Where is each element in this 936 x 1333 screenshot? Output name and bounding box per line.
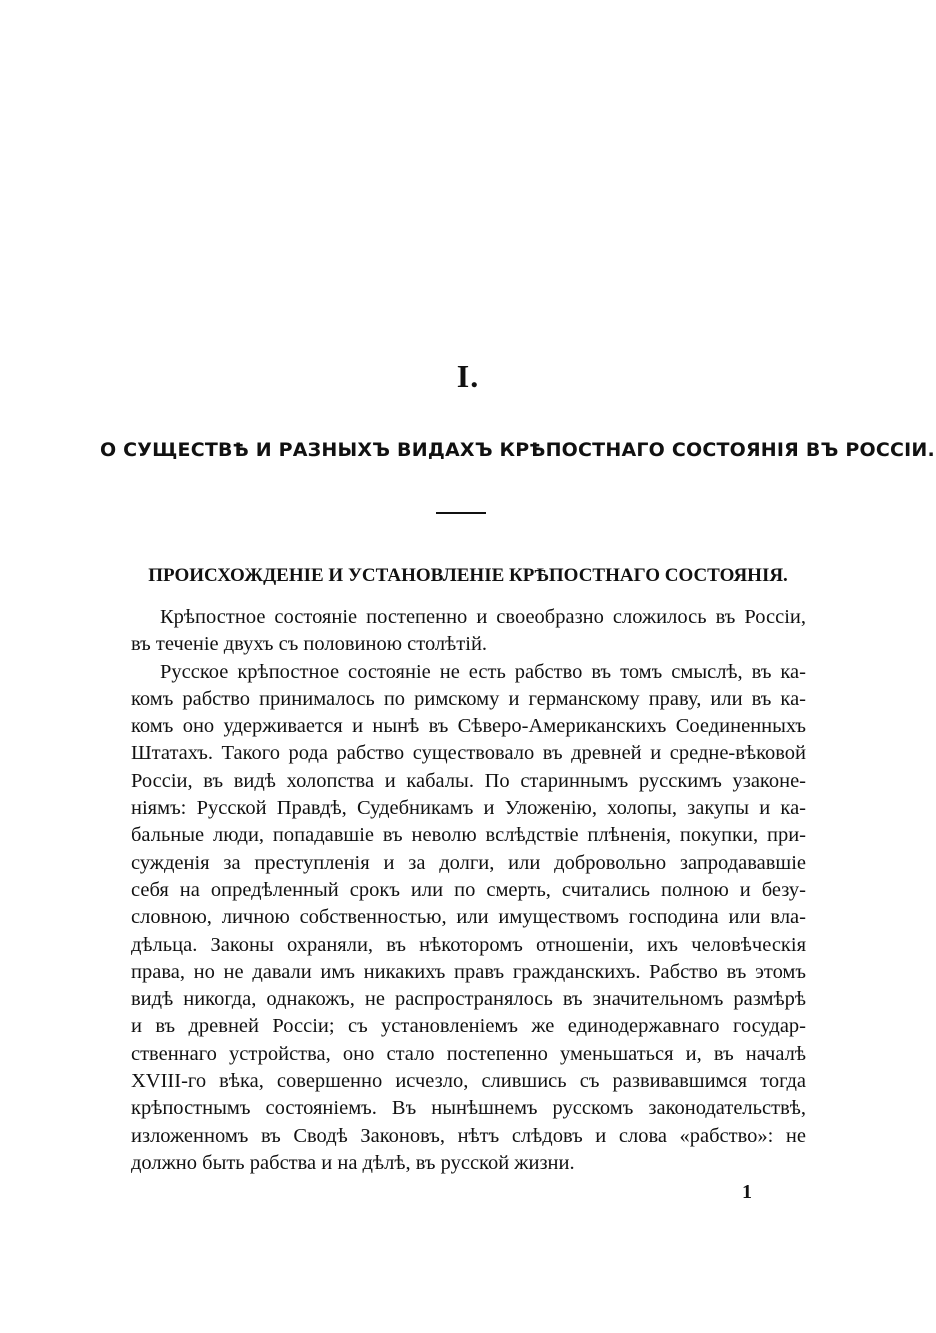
divider-rule	[436, 512, 486, 514]
text-line: бальные люди, попадавшіе въ неволю вслѣдствіе плѣненія, покупки, при-	[131, 824, 806, 847]
text-line: комъ рабство принималось по римскому и германскому праву, или въ ка-	[131, 687, 806, 710]
chapter-title: О СУЩЕСТВѢ И РАЗНЫХЪ ВИДАХЪ КРѢПОСТНАГО СОСТОЯНІЯ ВЪ РОССІИ.	[100, 439, 935, 461]
text-line: Русское крѣпостное состояніе не есть рабство въ томъ смыслѣ, въ ка-	[160, 660, 806, 683]
text-line: должно быть рабства и на дѣлѣ, въ русской жизни.	[131, 1151, 575, 1174]
text-line: изложенномъ въ Сводѣ Законовъ, нѣтъ слѣдовъ и слова «рабство»: не	[131, 1124, 806, 1147]
page-number: 1	[742, 1181, 752, 1203]
text-line: комъ оно удерживается и нынѣ въ Сѣверо-Американскихъ Соединенныхъ	[131, 715, 806, 738]
text-line: XVIII-го вѣка, совершенно исчезло, слившись съ развивавшимся тогда	[131, 1070, 806, 1093]
section-title: ПРОИСХОЖДЕНІЕ И УСТАНОВЛЕНІЕ КРѢПОСТНАГО СОСТОЯНІЯ.	[148, 565, 788, 586]
text-line: дѣльца. Законы охраняли, въ нѣкоторомъ отношеніи, ихъ человѣческія	[131, 933, 806, 956]
text-line: видѣ никогда, однакожъ, не распространялось въ значительномъ размѣрѣ	[131, 988, 806, 1011]
text-line: себя на опредѣленный срокъ или по смерть, считались полною и безу-	[131, 878, 806, 901]
text-line: Штатахъ. Такого рода рабство существовало въ древней и средне-вѣковой	[131, 742, 806, 765]
body-text	[131, 604, 806, 1177]
text-line: ніямъ: Русской Правдѣ, Судебникамъ и Уложенію, холопы, закупы и ка-	[131, 797, 806, 820]
text-line: сужденія за преступленія и за долги, или добровольно запродававшіе	[131, 851, 806, 874]
text-line: словною, личною собственностью, или имуществомъ господина или вла-	[131, 906, 806, 929]
text-line: права, но не давали имъ никакихъ правъ гражданскихъ. Рабство въ этомъ	[131, 960, 806, 983]
text-line: Крѣпостное состояніе постепенно и своеобразно сложилось въ Россіи,	[160, 606, 806, 628]
text-line: въ теченіе двухъ съ половиною столѣтій.	[131, 633, 488, 656]
text-line: крѣпостнымъ состояніемъ. Въ нынѣшнемъ русскомъ законодательствѣ,	[131, 1097, 806, 1120]
text-line: Россіи, въ видѣ холопства и кабалы. По стариннымъ русскимъ узаконе-	[131, 769, 806, 792]
chapter-number: I.	[456, 358, 480, 394]
text-line: ственнаго устройства, оно стало постепенно уменьшаться и, въ началѣ	[131, 1042, 806, 1065]
text-line: и въ древней Россіи; съ установленіемъ же единодержавнаго государ-	[131, 1015, 806, 1038]
